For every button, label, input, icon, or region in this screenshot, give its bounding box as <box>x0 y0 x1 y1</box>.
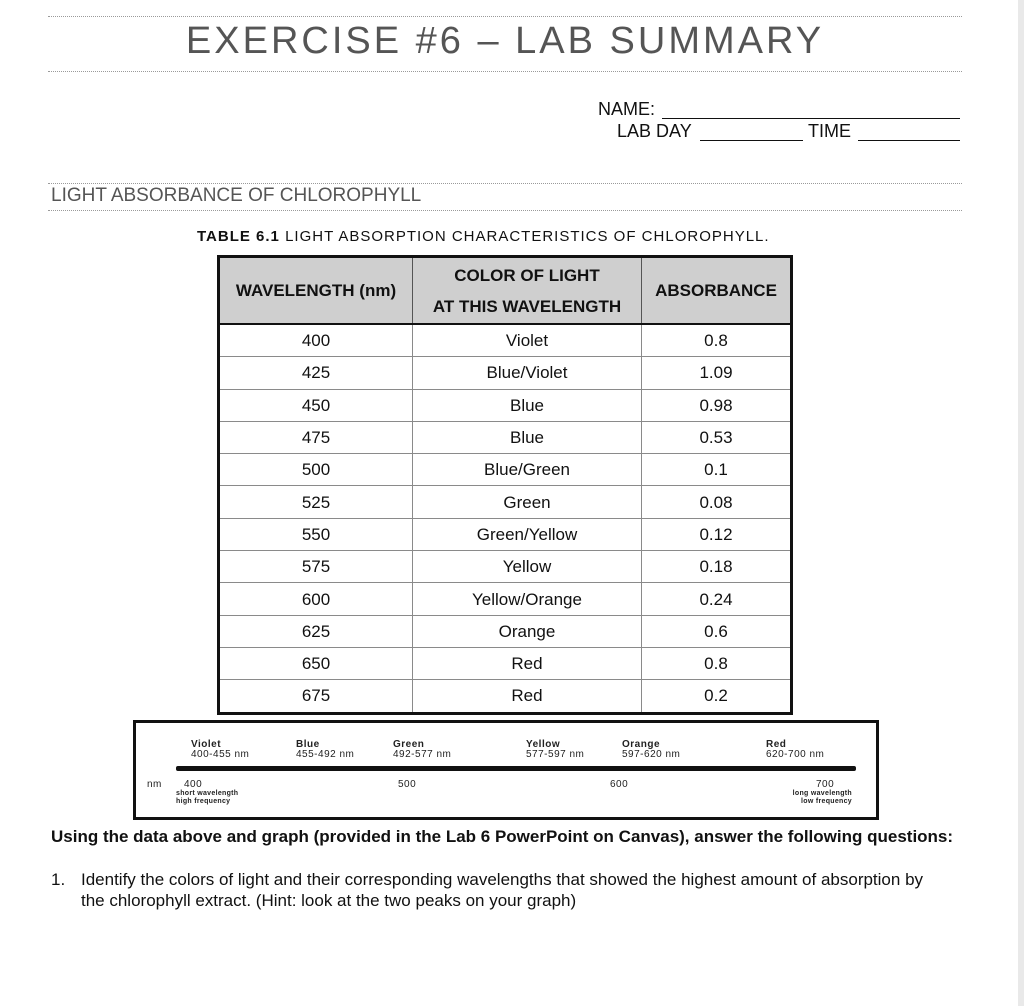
long-wavelength-note <box>776 790 852 806</box>
wavelength-cell: 600 <box>219 583 413 615</box>
spectrum-band-violet <box>191 740 249 760</box>
short-wavelength-label: short wavelength <box>176 790 239 797</box>
spectrum-band-orange <box>622 740 680 760</box>
lab-day-field[interactable] <box>700 140 803 141</box>
absorbance-cell: 0.18 <box>642 551 792 583</box>
absorbance-cell: 0.8 <box>642 647 792 679</box>
spectrum-band-red <box>766 740 824 760</box>
table-row <box>219 615 792 647</box>
band-range: 577-597 nm <box>526 749 585 760</box>
visible-spectrum-figure <box>133 720 879 820</box>
color-cell: Blue/Green <box>413 454 642 486</box>
wavelength-cell: 500 <box>219 454 413 486</box>
spectrum-band-yellow <box>526 740 584 760</box>
table-row <box>219 486 792 518</box>
wavelength-cell: 475 <box>219 421 413 453</box>
color-cell: Green/Yellow <box>413 518 642 550</box>
time-label: TIME <box>808 121 851 141</box>
absorbance-cell: 0.6 <box>642 615 792 647</box>
table-row <box>219 421 792 453</box>
band-range: 492-577 nm <box>393 749 452 760</box>
color-cell: Red <box>413 680 642 713</box>
tick-500: 500 <box>398 779 417 790</box>
wavelength-cell: 400 <box>219 324 413 357</box>
absorbance-cell: 0.98 <box>642 389 792 421</box>
spectrum-axis-bar <box>176 766 856 771</box>
color-cell: Blue <box>413 421 642 453</box>
color-cell: Yellow/Orange <box>413 583 642 615</box>
absorbance-cell: 0.53 <box>642 421 792 453</box>
band-range: 400-455 nm <box>191 749 250 760</box>
question-number: 1. <box>51 870 66 889</box>
absorbance-cell: 0.24 <box>642 583 792 615</box>
wavelength-cell: 550 <box>219 518 413 550</box>
table-caption-number: TABLE 6.1 <box>197 228 280 245</box>
color-cell: Red <box>413 647 642 679</box>
header-wavelength: WAVELENGTH (nm) <box>219 257 413 325</box>
band-name: Orange <box>622 739 661 750</box>
table-row <box>219 551 792 583</box>
low-frequency-label: low frequency <box>801 798 852 805</box>
time-field[interactable] <box>858 140 960 141</box>
table-row <box>219 518 792 550</box>
tick-400: 400 <box>184 779 203 790</box>
absorbance-cell: 0.2 <box>642 680 792 713</box>
section-title: LIGHT ABSORBANCE OF CHLOROPHYLL <box>51 185 422 206</box>
color-cell: Green <box>413 486 642 518</box>
band-name: Green <box>393 739 425 750</box>
wavelength-cell: 625 <box>219 615 413 647</box>
header-color <box>413 257 642 325</box>
absorbance-cell: 0.8 <box>642 324 792 357</box>
axis-unit: nm <box>147 779 162 790</box>
name-label: NAME: <box>598 99 656 119</box>
band-name: Yellow <box>526 739 561 750</box>
section-top-divider <box>48 183 962 184</box>
section-bottom-divider <box>48 210 962 211</box>
table-row <box>219 389 792 421</box>
wavelength-cell: 525 <box>219 486 413 518</box>
high-frequency-label: high frequency <box>176 798 231 805</box>
wavelength-cell: 425 <box>219 357 413 389</box>
absorbance-cell: 0.1 <box>642 454 792 486</box>
name-field[interactable] <box>662 118 960 119</box>
wavelength-cell: 450 <box>219 389 413 421</box>
table-row <box>219 454 792 486</box>
header-color-line2: AT THIS WAVELENGTH <box>432 296 622 316</box>
table-row <box>219 680 792 713</box>
question-text: Identify the colors of light and their corresponding wavelengths that showed the highest amount of absorption by the chlorophyll extract. (Hint: look at the two peaks on your graph) <box>81 870 924 910</box>
band-name: Violet <box>191 739 222 750</box>
lab-day-label: LAB DAY <box>617 121 692 141</box>
spectrum-band-blue <box>296 740 354 760</box>
absorbance-cell: 0.12 <box>642 518 792 550</box>
absorbance-cell: 1.09 <box>642 357 792 389</box>
short-wavelength-note <box>176 790 238 806</box>
absorption-table <box>217 255 793 715</box>
color-cell: Yellow <box>413 551 642 583</box>
table-caption-text: LIGHT ABSORPTION CHARACTERISTICS OF CHLOROPHYLL. <box>285 228 770 245</box>
color-cell: Blue <box>413 389 642 421</box>
table-caption <box>197 228 770 245</box>
header-absorbance: ABSORBANCE <box>642 257 792 325</box>
header-color-line1: COLOR OF LIGHT <box>454 265 600 285</box>
color-cell: Orange <box>413 615 642 647</box>
color-cell: Violet <box>413 324 642 357</box>
tick-600: 600 <box>610 779 629 790</box>
wavelength-cell: 650 <box>219 647 413 679</box>
tick-700: 700 <box>816 779 835 790</box>
long-wavelength-label: long wavelength <box>792 790 852 797</box>
table-header-row <box>219 257 792 325</box>
band-name: Red <box>766 739 787 750</box>
absorbance-cell: 0.08 <box>642 486 792 518</box>
wavelength-cell: 675 <box>219 680 413 713</box>
table-body <box>219 324 792 713</box>
table-row <box>219 583 792 615</box>
band-range: 620-700 nm <box>766 749 825 760</box>
table-row <box>219 324 792 357</box>
band-range: 455-492 nm <box>296 749 355 760</box>
wavelength-cell: 575 <box>219 551 413 583</box>
title-divider <box>48 71 962 72</box>
spectrum-band-green <box>393 740 451 760</box>
band-name: Blue <box>296 739 320 750</box>
top-divider <box>48 16 962 17</box>
table-row <box>219 647 792 679</box>
table-row <box>219 357 792 389</box>
page-edge-shadow <box>1018 0 1024 1006</box>
question-1 <box>51 869 951 911</box>
band-range: 597-620 nm <box>622 749 681 760</box>
color-cell: Blue/Violet <box>413 357 642 389</box>
page-title: EXERCISE #6 – LAB SUMMARY <box>185 20 825 62</box>
instructions-intro: Using the data above and graph (provided in the Lab 6 PowerPoint on Canvas), answer the following questions: <box>51 827 954 846</box>
